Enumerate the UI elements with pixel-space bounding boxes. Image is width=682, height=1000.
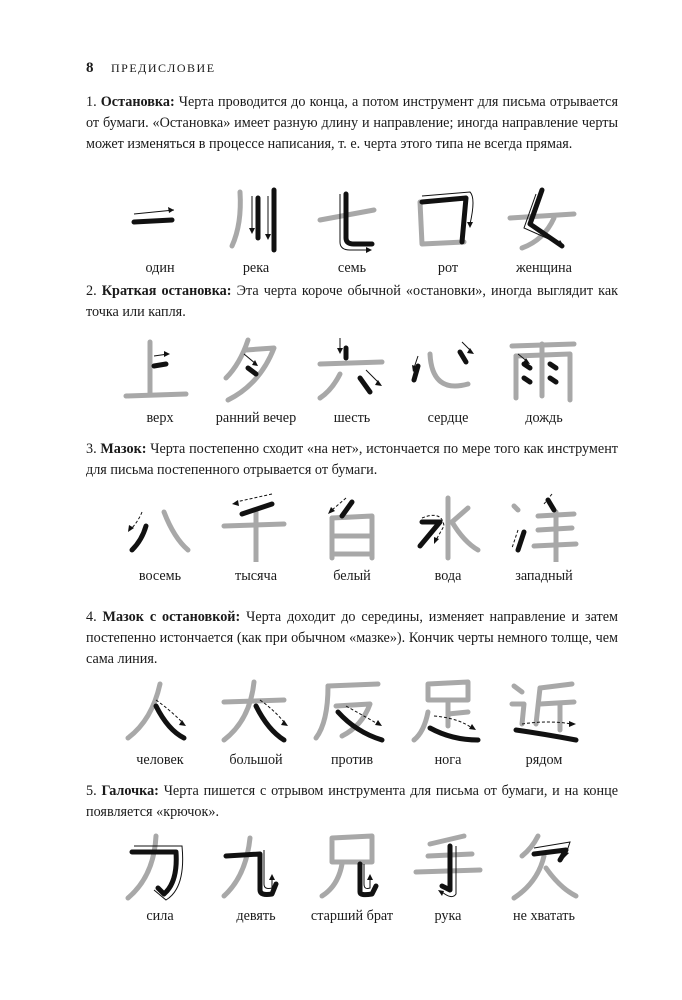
- page-number: 8: [86, 60, 94, 76]
- section-3-text: 3. Мазок: Черта постепенно сходит «на нет», истончается по мере того как инструмент для письма постепенного отрывается от бумаги.: [86, 441, 618, 478]
- stroke-diagram-power: [120, 832, 200, 902]
- term-label: Краткая остановка:: [101, 283, 232, 299]
- example-caption: человек: [136, 752, 184, 768]
- example-item: [496, 676, 592, 769]
- example-caption: шесть: [333, 410, 371, 426]
- example-caption: семь: [337, 260, 367, 276]
- example-item: [496, 492, 592, 585]
- stroke-diagram-hand: [408, 832, 488, 902]
- example-item: [400, 676, 496, 769]
- example-caption: не хватать: [513, 908, 575, 924]
- example-item: [400, 492, 496, 585]
- section-5-examples: [112, 832, 592, 925]
- example-item: [112, 184, 208, 277]
- example-caption: женщина: [516, 260, 572, 276]
- section-3-examples: [112, 492, 592, 585]
- stroke-diagram-against: [312, 676, 392, 746]
- stroke-diagram-above: [120, 334, 200, 404]
- section-4-examples: [112, 676, 592, 769]
- section-4-text: 4. Мазок с остановкой: Черта доходит до середины, изменяет направление и затем постепенно истончается (как при обычном «мазке»). Кончик черты немного толще, чем сама линия.: [86, 609, 618, 667]
- example-caption: девять: [236, 908, 276, 924]
- stroke-diagram-mouth: [408, 184, 488, 254]
- stroke-diagram-thousand: [216, 492, 296, 562]
- example-caption: река: [242, 260, 270, 276]
- term-label: Галочка:: [101, 783, 159, 799]
- example-caption: против: [330, 752, 374, 768]
- stroke-diagram-ocean: [504, 492, 584, 562]
- example-caption: сердце: [427, 410, 469, 426]
- section-2-examples: [112, 334, 592, 427]
- example-item: [304, 676, 400, 769]
- example-caption: восемь: [138, 568, 182, 584]
- stroke-diagram-one: [120, 184, 200, 254]
- example-item: [208, 676, 304, 769]
- stroke-diagram-woman: [504, 184, 584, 254]
- example-item: [304, 492, 400, 585]
- section-1-examples: [112, 184, 592, 277]
- stroke-diagram-river: [216, 184, 296, 254]
- term-label: Остановка:: [100, 94, 175, 110]
- stroke-diagram-evening: [216, 334, 296, 404]
- stroke-diagram-foot: [408, 676, 488, 746]
- stroke-diagram-person: [120, 676, 200, 746]
- example-item: [208, 184, 304, 277]
- example-caption: рядом: [525, 752, 563, 768]
- section-1-text: 1. Остановка: Черта проводится до конца, а потом инструмент для письма отрывается от бумаги. «Остановка» имеет разную длину и направление; иногда направление черты может изменяться в процессе написания, т. е. черта этого типа не всегда прямая.: [86, 94, 618, 152]
- example-item: [400, 184, 496, 277]
- example-caption: вода: [434, 568, 462, 584]
- stroke-diagram-heart: [408, 334, 488, 404]
- example-item: [496, 184, 592, 277]
- page-header: [86, 60, 216, 77]
- example-item: [496, 832, 592, 925]
- section-5-text: 5. Галочка: Черта пишется с отрывом инструмента для письма от бумаги, и на конце появляется «крючок».: [86, 783, 618, 820]
- example-item: [400, 334, 496, 427]
- example-item: [208, 334, 304, 427]
- example-item: [496, 334, 592, 427]
- example-caption: верх: [146, 410, 174, 426]
- stroke-diagram-nine: [216, 832, 296, 902]
- section-2-text: 2. Краткая остановка: Эта черта короче обычной «остановки», иногда выглядит как точка или капля.: [86, 283, 619, 320]
- stroke-diagram-near: [504, 676, 584, 746]
- example-caption: старший брат: [310, 908, 394, 924]
- stroke-diagram-big: [216, 676, 296, 746]
- example-caption: один: [145, 260, 175, 276]
- example-caption: нога: [434, 752, 462, 768]
- example-item: [304, 334, 400, 427]
- example-item: [112, 676, 208, 769]
- example-caption: дождь: [525, 410, 563, 426]
- example-item: [208, 492, 304, 585]
- term-label: Мазок с остановкой:: [102, 609, 241, 625]
- example-caption: большой: [229, 752, 283, 768]
- example-caption: белый: [333, 568, 371, 584]
- example-item: [112, 334, 208, 427]
- example-item: [400, 832, 496, 925]
- stroke-diagram-elder-brother: [312, 832, 392, 902]
- stroke-diagram-seven: [312, 184, 392, 254]
- example-caption: рот: [437, 260, 459, 276]
- example-caption: западный: [515, 568, 573, 584]
- example-item: [112, 492, 208, 585]
- stroke-diagram-lack: [504, 832, 584, 902]
- stroke-diagram-eight: [120, 492, 200, 562]
- example-item: [304, 184, 400, 277]
- term-label: Мазок:: [100, 441, 147, 457]
- example-item: [304, 832, 400, 925]
- example-caption: ранний вечер: [215, 410, 297, 426]
- example-caption: тысяча: [235, 568, 277, 584]
- chapter-title: ПРЕДИСЛОВИЕ: [111, 61, 216, 75]
- stroke-diagram-six: [312, 334, 392, 404]
- example-item: [112, 832, 208, 925]
- stroke-diagram-rain: [504, 334, 584, 404]
- stroke-diagram-white: [312, 492, 392, 562]
- example-item: [208, 832, 304, 925]
- example-caption: рука: [434, 908, 462, 924]
- example-caption: сила: [146, 908, 174, 924]
- stroke-diagram-water: [408, 492, 488, 562]
